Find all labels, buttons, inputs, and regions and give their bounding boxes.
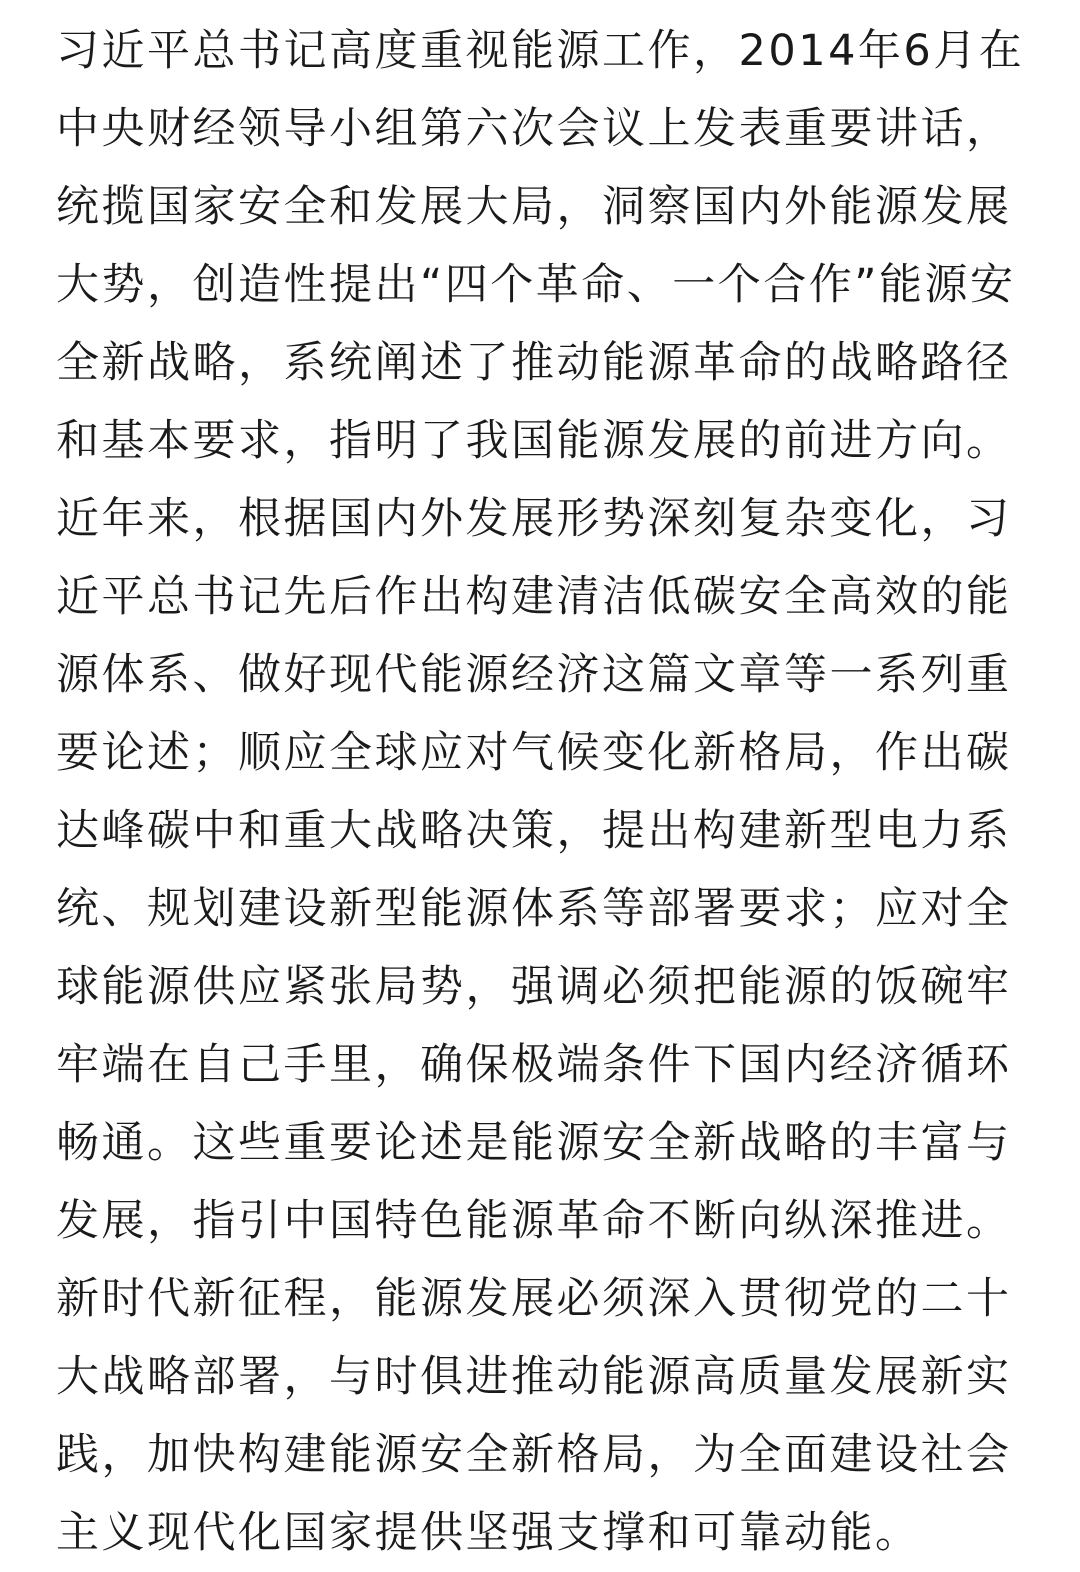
text-line: 主义现代化国家提供坚强支撑和可靠动能。 <box>56 1508 921 1558</box>
text-line: 大势，创造性提出“四个革命、一个合作”能源安 <box>56 260 1016 310</box>
text-line: 大战略部署，与时俱进推动能源高质量发展新实 <box>56 1352 1012 1402</box>
text-line: 统揽国家安全和发展大局，洞察国内外能源发展 <box>56 182 1012 232</box>
text-line: 全新战略，系统阐述了推动能源革命的战略路径 <box>56 338 1012 388</box>
text-line: 源体系、做好现代能源经济这篇文章等一系列重 <box>56 650 1012 700</box>
text-line: 中央财经领导小组第六次会议上发表重要讲话， <box>56 104 1012 154</box>
text-line: 近年来，根据国内外发展形势深刻复杂变化，习 <box>56 494 1012 544</box>
text-line: 球能源供应紧张局势，强调必须把能源的饭碗牢 <box>56 962 1012 1012</box>
text-line: 达峰碳中和重大战略决策，提出构建新型电力系 <box>56 806 1012 856</box>
text-line: 近平总书记先后作出构建清洁低碳安全高效的能 <box>56 572 1012 622</box>
text-line: 发展，指引中国特色能源革命不断向纵深推进。 <box>56 1196 1012 1246</box>
text-line: 要论述；顺应全球应对气候变化新格局，作出碳 <box>56 728 1012 778</box>
article-body <box>56 12 1036 1572</box>
text-line: 牢端在自己手里，确保极端条件下国内经济循环 <box>56 1040 1012 1090</box>
text-line: 践，加快构建能源安全新格局，为全面建设社会 <box>56 1430 1012 1480</box>
text-line: 习近平总书记高度重视能源工作，2014年6月在 <box>56 26 1025 76</box>
text-line: 和基本要求，指明了我国能源发展的前进方向。 <box>56 416 1012 466</box>
text-line: 统、规划建设新型能源体系等部署要求；应对全 <box>56 884 1012 934</box>
text-line: 畅通。这些重要论述是能源安全新战略的丰富与 <box>56 1118 1012 1168</box>
text-line: 新时代新征程，能源发展必须深入贯彻党的二十 <box>56 1274 1012 1324</box>
